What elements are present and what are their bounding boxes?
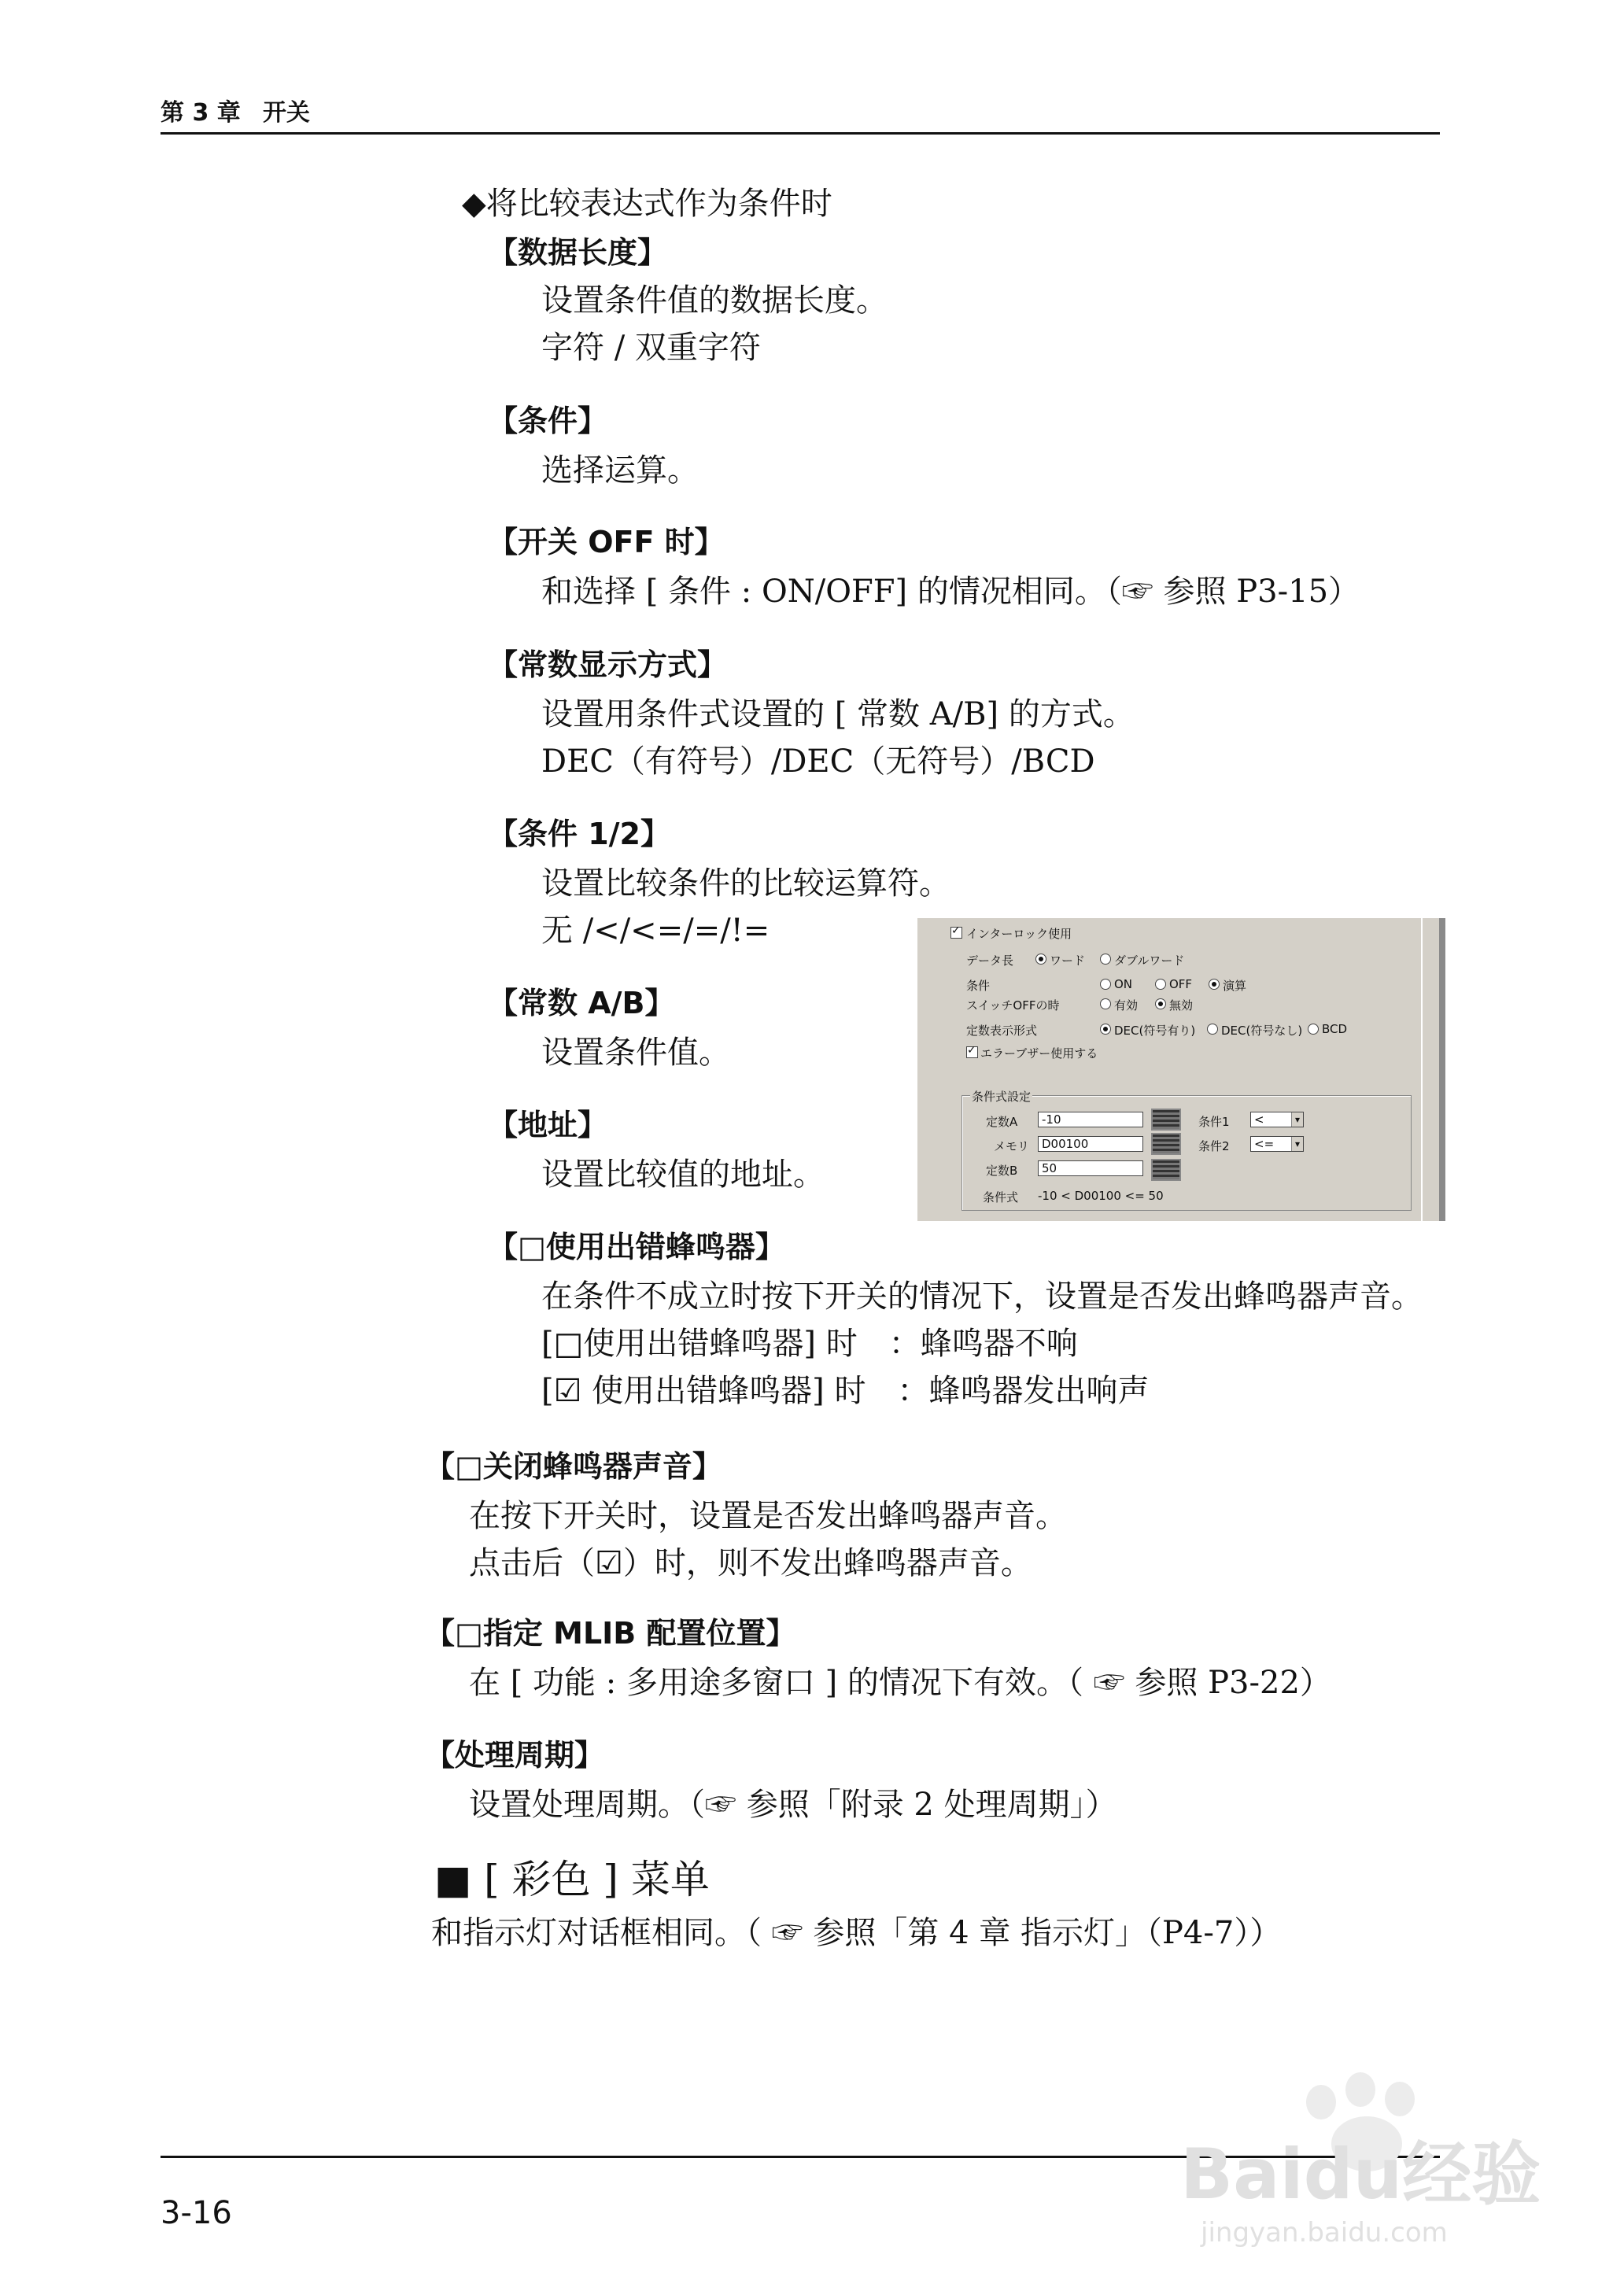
const-a-label: 定数A — [986, 1115, 1018, 1129]
keypad-icon[interactable] — [1151, 1159, 1181, 1181]
section-text: 和选择 [ 条件 : ON/OFF] 的情况相同。（☞ 参照 P3-15） — [541, 574, 1360, 610]
section-text: 设置条件值的数据长度。 — [541, 282, 888, 319]
intro-text: ◆将比较表达式作为条件时 — [462, 186, 832, 222]
memory-label: メモリ — [994, 1139, 1030, 1153]
section-heading: 【□关闭蜂鸣器声音】 — [425, 1449, 722, 1484]
header-rule — [161, 132, 1440, 135]
paw-toe — [1345, 2072, 1375, 2107]
paw-toe — [1306, 2085, 1336, 2119]
section-text: [☑ 使用出错蜂鸣器] 时 ：蜂鸣器发出响声 — [541, 1373, 1150, 1409]
const-format-radio-unsigned[interactable] — [1207, 1024, 1218, 1035]
memory-input[interactable]: D00100 — [1038, 1136, 1143, 1152]
const-format-radio-signed[interactable] — [1100, 1024, 1111, 1035]
section-heading: 【处理周期】 — [425, 1738, 605, 1773]
section-text: 设置处理周期。（☞ 参照「附录 2 处理周期」） — [469, 1787, 1117, 1823]
dialog-separator — [1421, 918, 1423, 1221]
section-heading: 【地址】 — [488, 1108, 608, 1142]
radio-label: ダブルワード — [1114, 954, 1185, 968]
switch-off-radio-invalid[interactable] — [1155, 998, 1166, 1009]
error-buzzer-label: エラーブザー使用する — [980, 1046, 1098, 1061]
radio-label: DEC(符号なし) — [1221, 1024, 1303, 1038]
section-text: 设置比较条件的比较运算符。 — [541, 865, 950, 902]
radio-label: BCD — [1322, 1022, 1348, 1036]
radio-label: ワード — [1050, 954, 1086, 968]
expr-label: 条件式 — [983, 1190, 1019, 1205]
page-number: 3-16 — [161, 2195, 232, 2231]
section-heading: 【常数显示方式】 — [488, 647, 728, 682]
keypad-icon[interactable] — [1151, 1109, 1181, 1131]
section-text: 无 /</<=/=/!= — [541, 913, 770, 949]
section-heading: 【条件 1/2】 — [488, 817, 670, 851]
section-heading: 【数据长度】 — [488, 235, 668, 270]
section-heading: 【□指定 MLIB 配置位置】 — [425, 1616, 796, 1651]
chapter-title: 开关 — [263, 99, 310, 127]
condition-radio-on[interactable] — [1100, 979, 1111, 990]
radio-label: ON — [1114, 977, 1133, 991]
section-heading: 【□使用出错蜂鸣器】 — [488, 1230, 785, 1264]
radio-label: 有効 — [1114, 998, 1139, 1013]
section-heading: 【常数 A/B】 — [488, 986, 675, 1020]
watermark-brand: Baidu经验 — [1180, 2134, 1541, 2215]
section-heading: 【开关 OFF 时】 — [488, 525, 725, 559]
section-text: 设置用条件式设置的 [ 常数 A/B] 的方式。 — [541, 696, 1135, 732]
radio-label: DEC(符号有り) — [1114, 1024, 1196, 1038]
section-text: 在 [ 功能 : 多用途多窗口 ] 的情况下有效。（ ☞ 参照 P3-22） — [469, 1665, 1331, 1701]
const-a-input[interactable]: -10 — [1038, 1112, 1143, 1127]
interlock-label: インターロック使用 — [966, 927, 1072, 941]
condition-radio-off[interactable] — [1155, 979, 1166, 990]
section-heading: 【条件】 — [488, 404, 608, 438]
radio-label: 演算 — [1223, 979, 1247, 993]
section-text: 设置比较值的地址。 — [541, 1157, 825, 1193]
data-length-radio-double[interactable] — [1100, 954, 1111, 965]
section-text: 在按下开关时，设置是否发出蜂鸣器声音。 — [469, 1498, 1067, 1534]
cond1-select[interactable]: < ▾ — [1250, 1112, 1304, 1127]
switch-off-label: スイッチOFFの時 — [966, 998, 1060, 1013]
keypad-icon[interactable] — [1151, 1133, 1181, 1155]
section-text: [□使用出错蜂鸣器] 时 ：蜂鸣器不响 — [541, 1326, 1078, 1362]
section-text: 设置条件值。 — [541, 1035, 730, 1071]
section-text: DEC（有符号）/DEC（无符号）/BCD — [541, 743, 1095, 780]
cond2-label: 条件2 — [1198, 1139, 1230, 1153]
expr-value: -10 < D00100 <= 50 — [1038, 1189, 1164, 1203]
interlock-checkbox[interactable] — [950, 927, 962, 939]
error-buzzer-checkbox[interactable] — [966, 1046, 978, 1058]
watermark-url: jingyan.baidu.com — [1201, 2217, 1448, 2249]
const-b-label: 定数B — [986, 1164, 1018, 1178]
const-b-input[interactable]: 50 — [1038, 1160, 1143, 1176]
cond2-select[interactable]: <= ▾ — [1250, 1136, 1304, 1152]
section-text: 选择运算。 — [541, 452, 699, 489]
radio-label: OFF — [1169, 977, 1193, 991]
interlock-dialog-screenshot — [917, 918, 1445, 1221]
data-length-radio-word[interactable] — [1035, 954, 1046, 965]
baidu-watermark — [1180, 2069, 1542, 2258]
data-length-label: データ長 — [966, 954, 1014, 968]
chapter-label: 第 3 章 — [161, 99, 241, 127]
condition-label: 条件 — [966, 979, 991, 993]
cond1-label: 条件1 — [1198, 1115, 1230, 1129]
switch-off-radio-valid[interactable] — [1100, 998, 1111, 1009]
section-text: 字符 / 双重字符 — [541, 330, 761, 366]
group-label: 条件式設定 — [972, 1090, 1032, 1104]
color-menu-text: 和指示灯对话框相同。（ ☞ 参照「第 4 章 指示灯」（P4-7）） — [431, 1915, 1282, 1951]
color-menu-heading: ■ [ 彩色 ] 菜单 — [434, 1857, 710, 1902]
paw-toe — [1385, 2082, 1415, 2116]
condition-radio-calc[interactable] — [1209, 979, 1220, 990]
section-text: 点击后（☑）时，则不发出蜂鸣器声音。 — [469, 1545, 1032, 1581]
condition-group — [961, 1090, 1412, 1211]
const-format-radio-bcd[interactable] — [1308, 1024, 1319, 1035]
radio-label: 無効 — [1169, 998, 1194, 1013]
section-text: 在条件不成立时按下开关的情况下，设置是否发出蜂鸣器声音。 — [541, 1278, 1423, 1315]
const-format-label: 定数表示形式 — [966, 1024, 1038, 1038]
